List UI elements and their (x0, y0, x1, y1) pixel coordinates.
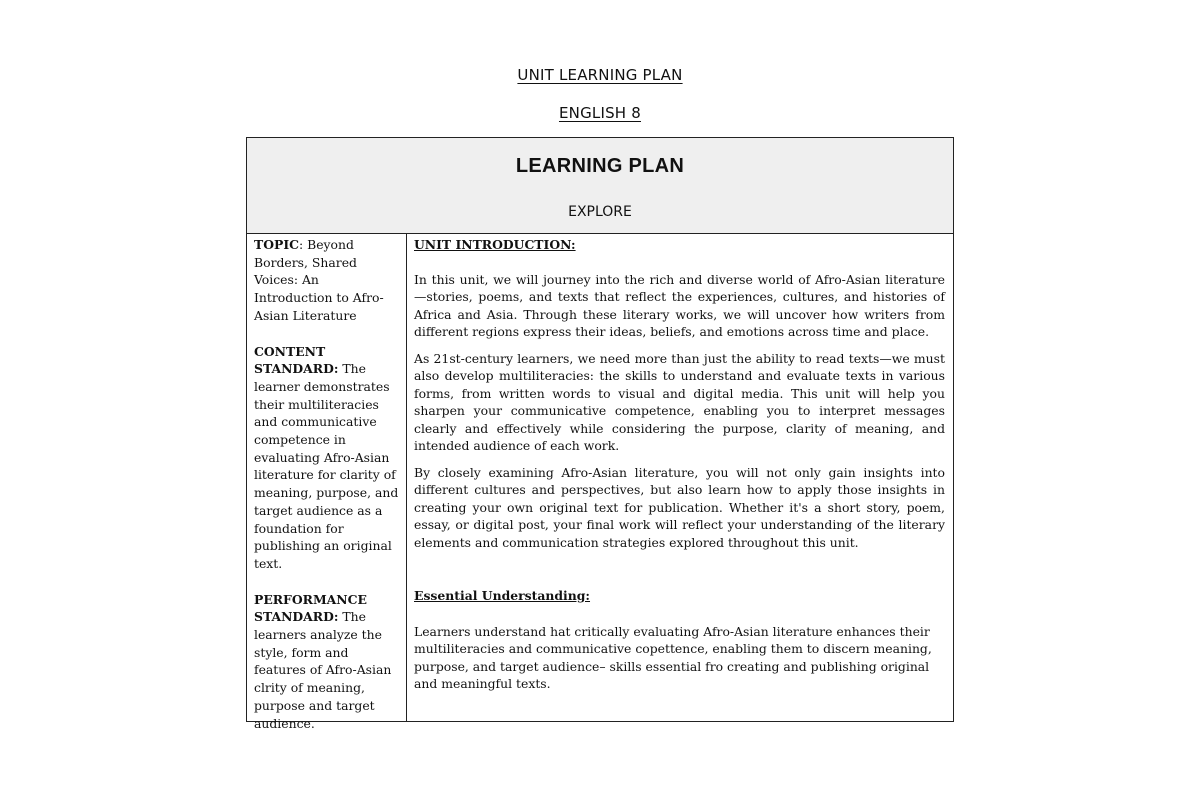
document-title: UNIT LEARNING PLAN (517, 66, 683, 84)
topic-text: : Beyond Borders, Shared Voices: An Introduction to Afro-Asian Literature (254, 237, 384, 323)
essential-understanding-text: Learners understand hat critically evaluating Afro-Asian literature enhances their multiliteracies and communicative copettence, enabling them to discern meaning, purpose, and target audience– skills essential fro creating and publishing original and meaningful texts. (414, 623, 932, 691)
performance-standard-text: The learners analyze the style, form and features of Afro-Asian clrity of meaning, purpose and target audience. (254, 609, 392, 731)
content-standard-block (254, 343, 400, 573)
plan-header-title: LEARNING PLAN (515, 155, 685, 177)
intro-paragraph: As 21st-century learners, we need more than just the ability to read texts—we must also develop multiliteracies: the skills to understand and evaluate texts in various forms, from written words to visual and digital media. This unit will help you sharpen your communicative competence, enabling you to interpret messages clearly and effectively while considering the purpose, clarity of meaning, and intended audience of each work. (414, 350, 945, 453)
performance-standard-block (254, 591, 400, 733)
performance-standard-label: PERFORMANCE STANDARD: (254, 591, 367, 625)
plan-header (247, 138, 953, 234)
intro-paragraph: In this unit, we will journey into the rich and diverse world of Afro-Asian literature—stories, poems, and texts that reflect the experiences, cultures, and histories of Africa and Asia. Through these literary works, we will uncover how writers from different regions express their ideas, beliefs, and emotions across time and place. (414, 271, 945, 339)
learning-plan-table (246, 137, 954, 731)
content-standard-text: The learner demonstrates their multiliteracies and communicative competence in evaluating Afro-Asian literature for clarity of meaning, purpose, and target audience as a foundation for publishing an original text. (254, 361, 399, 571)
unit-introduction-heading: UNIT INTRODUCTION: (414, 237, 576, 252)
standards-column (247, 234, 407, 731)
intro-paragraph: By closely examining Afro-Asian literature, you will not only gain insights into different cultures and perspectives, but also learn how to apply those insights in creating your own original text for publication. Whether it's a short story, poem, essay, or digital post, your final work will reflect your understanding of the literary elements and communication strategies explored throughout this unit. (414, 464, 945, 550)
content-standard-label: CONTENT STANDARD: (254, 343, 339, 377)
topic-label: TOPIC (254, 237, 299, 252)
topic-block (254, 236, 400, 325)
plan-header-subtitle: EXPLORE (568, 204, 632, 220)
document-subtitle: ENGLISH 8 (558, 104, 641, 122)
essential-understanding-heading: Essential Understanding: (414, 588, 591, 603)
introduction-column (407, 234, 953, 721)
